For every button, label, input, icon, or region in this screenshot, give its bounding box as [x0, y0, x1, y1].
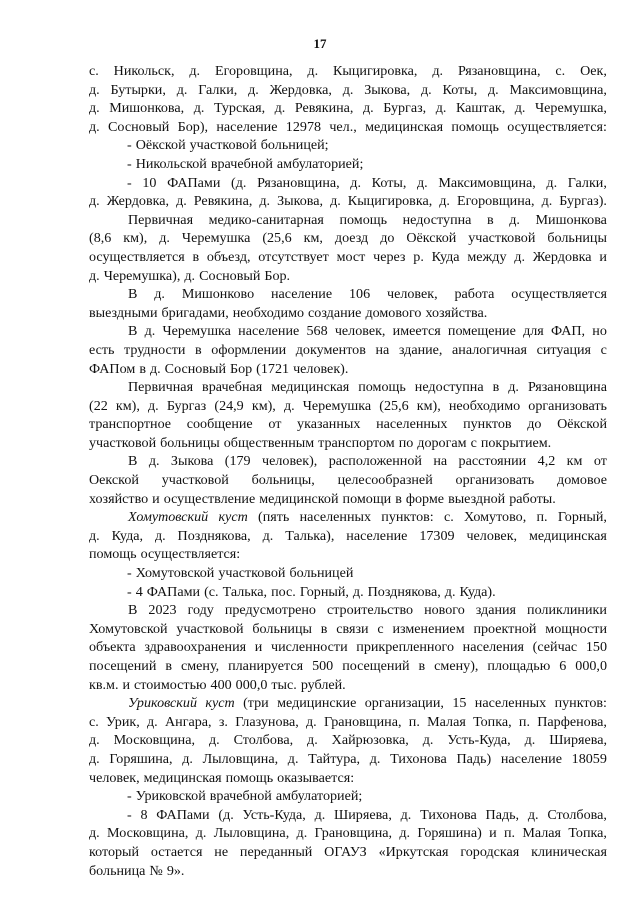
text-line: с. Урик, д. Ангара, з. Глазунова, д. Грановщина, п. Малая Топка, п. Парфенова,	[89, 713, 607, 730]
text-line: посещений в смену, планируется 500 посещений в смену), площадью 6 000,0	[89, 658, 607, 674]
text-line: Уриковский куст (три медицинские организации, 15 населенных пунктов:	[128, 695, 607, 712]
text-line: транспортное сообщение от указанных населенных пунктов до Оёкской	[89, 416, 607, 433]
text-line: д. Мишонкова, д. Турская, д. Ревякина, д. Бургаз, д. Каштак, д. Черемушка,	[89, 100, 607, 117]
text-line: - 4 ФАПами (с. Талька, пос. Горный, д. Позднякова, д. Куда).	[127, 583, 496, 600]
text-line: Оекской участковой больницы, целесообразней организовать домовое	[89, 472, 607, 489]
text-line: - Хомутовской участковой больницей	[127, 565, 354, 582]
document-body	[89, 62, 607, 880]
text-line: есть трудности в оформлении документов на здание, аналогичная ситуация с	[89, 341, 607, 358]
text-line: участковой больницы общественным транспортом по дорогам с покрытием.	[89, 434, 552, 451]
text-line: осуществляется в объезд, отсутствует мост через р. Куда между д. Жердовка и	[89, 248, 607, 265]
text-line: хозяйство и осуществление медицинской помощи в форме выездной работы.	[89, 490, 556, 507]
text-line: - 10 ФАПами (д. Рязановщина, д. Коты, д. Максимовщина, д. Галки,	[127, 174, 607, 191]
text-line: с. Никольск, д. Егоровщина, д. Кыцигировка, д. Рязановщина, с. Оек,	[89, 63, 607, 79]
text-line: В д. Зыкова (179 человек), расположенной на расстоянии 4,2 км от	[128, 453, 607, 470]
text-line: д. Сосновый Бор), население 12978 чел., медицинская помощь осуществляется:	[89, 118, 607, 135]
text-line: больница № 9».	[89, 862, 185, 879]
text-line: - Никольской врачебной амбулаторией;	[127, 155, 364, 172]
text-line: д. Жердовка, д. Ревякина, д. Зыкова, д. Кыцигировка, д. Егоровщина, д. Бургаз).	[89, 193, 607, 210]
text-line: помощь осуществляется:	[89, 546, 241, 563]
text-line: д. Черемушка), д. Сосновый Бор.	[89, 267, 291, 284]
text-line: выездными бригадами, необходимо создание домового хозяйства.	[89, 304, 488, 321]
text-line: д. Московщина, д. Лыловщина, д. Грановщина, д. Горяшина) и п. Малая Топка,	[89, 825, 607, 842]
text-line: (22 км), д. Бургаз (24,9 км), д. Черемушка (25,6 км), необходимо организовать	[89, 397, 607, 414]
text-line: Хомутовский куст (пять населенных пунктов: с. Хомутово, п. Горный,	[128, 509, 607, 526]
text-line: д. Куда, д. Позднякова, д. Талька), население 17309 человек, медицинская	[89, 527, 607, 544]
text-line: - Оёкской участковой больницей;	[127, 137, 329, 154]
text-line: кв.м. и стоимостью 400 000,0 тыс. рублей.	[89, 676, 346, 693]
text-line: д. Бутырки, д. Галки, д. Жердовка, д. Зыкова, д. Коты, д. Максимовщина,	[89, 81, 607, 98]
text-line: объекта здравоохранения и численности прикрепленного населения (сейчас 150	[89, 639, 607, 656]
text-line: ФАПом в д. Сосновый Бор (1721 человек).	[89, 360, 349, 377]
text-line: Первичная врачебная медицинская помощь недоступна в д. Рязановщина	[128, 379, 607, 396]
text-line: - Уриковской врачебной амбулаторией;	[127, 788, 363, 805]
text-line: В 2023 году предусмотрено строительство нового здания поликлиники	[128, 602, 607, 619]
text-line: д. Московщина, д. Столбова, д. Хайрюзовка, д. Усть-Куда, д. Ширяева,	[89, 732, 607, 749]
text-line: Хомутовской участковой больницы в связи с изменением проектной мощности	[89, 620, 607, 637]
text-line: В д. Черемушка население 568 человек, имеется помещение для ФАП, но	[128, 323, 607, 340]
text-line: д. Горяшина, д. Лыловщина, д. Тайтура, д. Тихонова Падь) население 18059	[89, 750, 607, 767]
text-line: - 8 ФАПами (д. Усть-Куда, д. Ширяева, д. Тихонова Падь, д. Столбова,	[127, 806, 607, 823]
text-line: Первичная медико-санитарная помощь недоступна в д. Мишонкова	[128, 211, 607, 228]
text-line: человек, медицинская помощь оказывается:	[89, 769, 355, 786]
text-line: В д. Мишонково население 106 человек, работа осуществляется	[128, 286, 607, 303]
text-line: (8,6 км), д. Черемушка (25,6 км, доезд до Оёкской участковой больницы	[89, 230, 607, 247]
page-number: 17	[313, 36, 327, 51]
text-line: который остается не переданный ОГАУЗ «Иркутская городская клиническая	[89, 843, 607, 860]
